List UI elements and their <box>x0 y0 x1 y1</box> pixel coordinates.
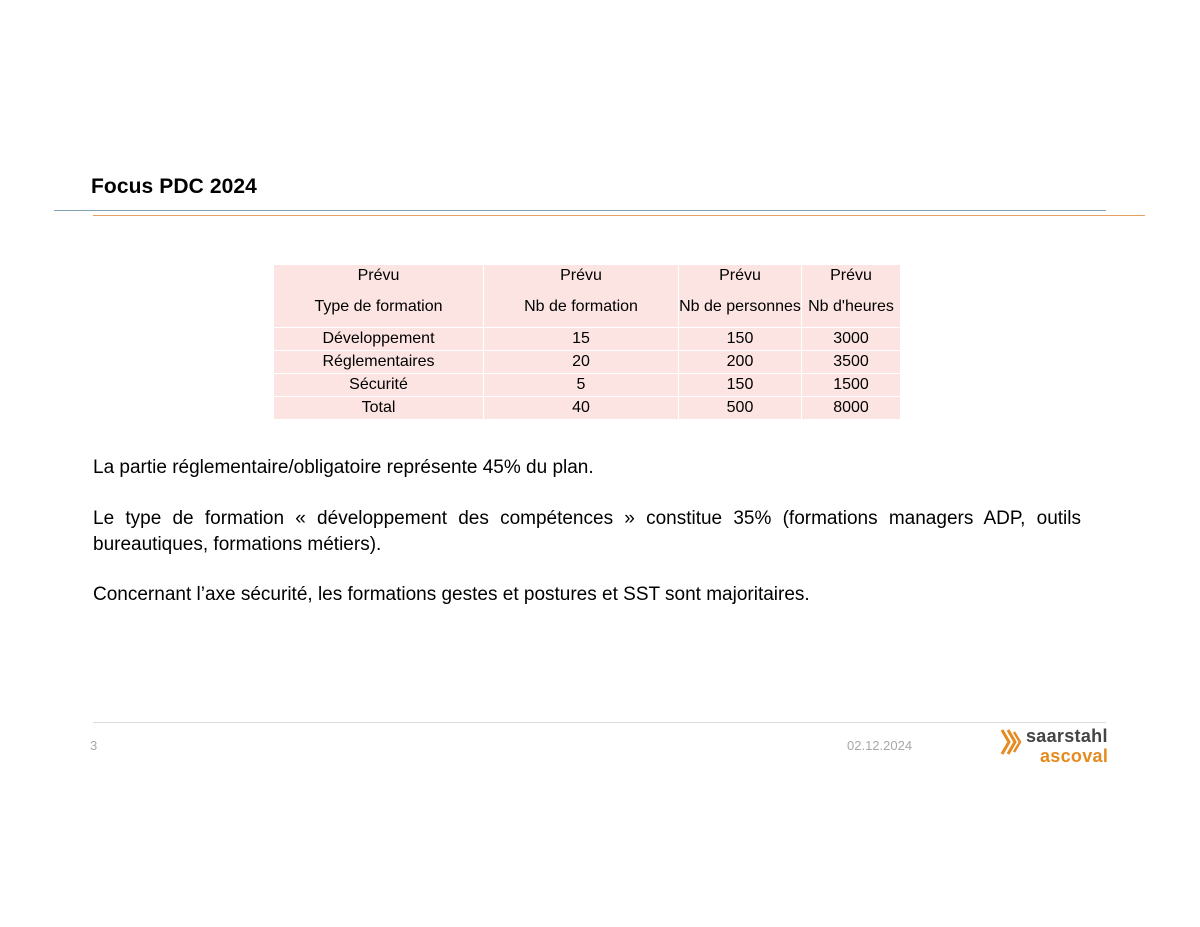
table-cell: Total <box>274 396 483 419</box>
table-header-cell: Nb d'heures <box>802 287 900 327</box>
logo-text-ascoval: ascoval <box>1040 746 1109 766</box>
table-cell: 200 <box>679 350 801 373</box>
table-cell: 40 <box>484 396 678 419</box>
table-row-total <box>274 396 900 419</box>
paragraph-skills-development: Le type de formation « développement des compétences » constitue 35% (formations managers ADP, outils bureautiques, formations métiers). <box>93 508 1081 555</box>
table-header-cell: Prévu <box>484 265 678 287</box>
slide-title: Focus PDC 2024 <box>91 175 257 198</box>
table-cell: 8000 <box>802 396 900 419</box>
logo-text-saarstahl: saarstahl <box>1026 726 1108 746</box>
footer-date: 02.12.2024 <box>847 738 913 753</box>
table-header-cell: Type de formation <box>274 287 483 327</box>
logo-chevrons-icon <box>1000 728 1024 756</box>
table-row <box>274 327 900 350</box>
table-cell: 20 <box>484 350 678 373</box>
table-header-cell: Prévu <box>274 265 483 287</box>
table-cell: Développement <box>274 327 483 350</box>
table-cell: 15 <box>484 327 678 350</box>
table-row <box>274 350 900 373</box>
page-number: 3 <box>90 738 98 753</box>
table-cell: 3000 <box>802 327 900 350</box>
table-cell: 150 <box>679 327 801 350</box>
table-cell: 500 <box>679 396 801 419</box>
table-cell: 5 <box>484 373 678 396</box>
table-header-cell: Prévu <box>802 265 900 287</box>
footer-divider <box>93 722 1106 723</box>
table-header-cell: Nb de formation <box>484 287 678 327</box>
paragraph-safety-axis: Concernant l’axe sécurité, les formations gestes et postures et SST sont majoritaires. <box>93 584 810 605</box>
table-row <box>274 373 900 396</box>
paragraph-regulatory-share: La partie réglementaire/obligatoire représente 45% du plan. <box>93 457 594 478</box>
table-cell: Réglementaires <box>274 350 483 373</box>
pdc-table <box>273 265 901 419</box>
table-cell: 150 <box>679 373 801 396</box>
company-logo <box>1000 726 1110 770</box>
table-cell: Sécurité <box>274 373 483 396</box>
table-cell: 1500 <box>802 373 900 396</box>
table-cell: 3500 <box>802 350 900 373</box>
table-header-row-columns <box>274 287 900 327</box>
title-divider-orange <box>93 215 1145 216</box>
table-header-cell: Prévu <box>679 265 801 287</box>
title-divider-blue <box>54 210 1106 211</box>
table-header-cell: Nb de personnes <box>679 287 801 327</box>
table-header-row-planned <box>274 265 900 287</box>
